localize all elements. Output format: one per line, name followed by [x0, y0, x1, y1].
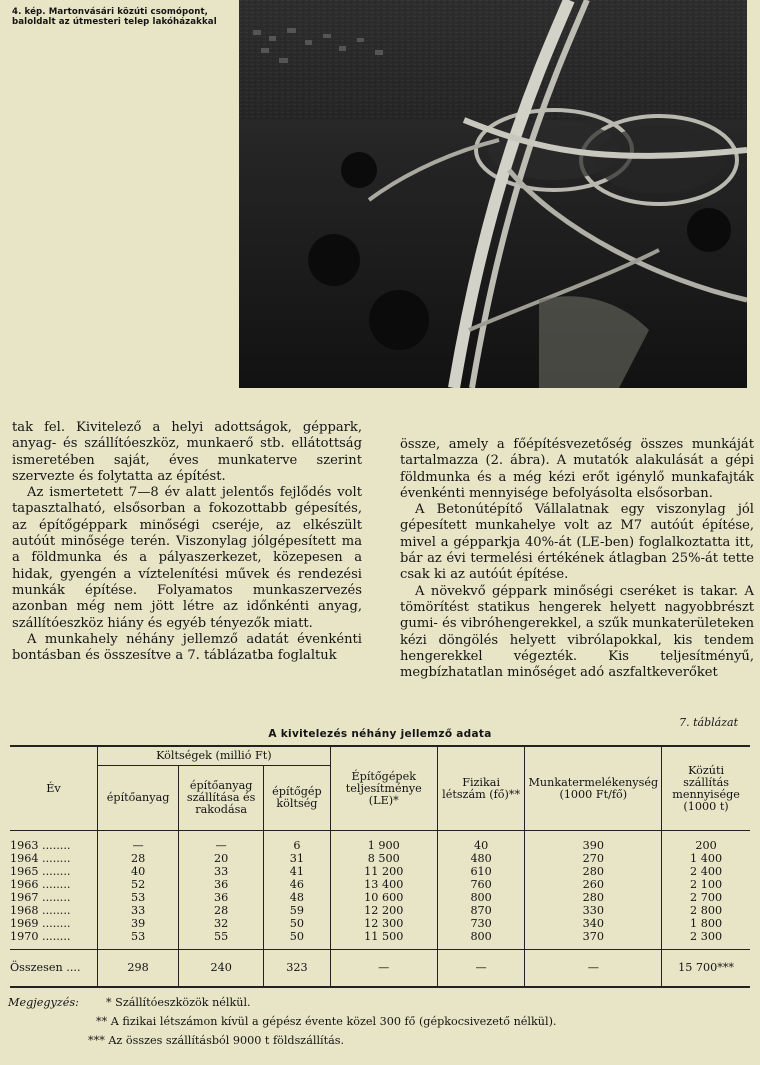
cell-machine-cost: 46 [264, 878, 331, 891]
cell-headcount: 800 [437, 930, 525, 950]
right-paragraph-2: A Betonútépítő Vállalatnak egy viszonylag jól gépesített munkahelye volt az M7 autóút építése, mivel a gépparkja 40%-át (LE-ben) foglalkoztatta itt, bár az évi termelési értékének átlagban 25%-át tette csak ki az autóút építése. [400, 502, 754, 583]
cell-machine-power: 11 200 [330, 865, 437, 878]
cell-transport: 20 [179, 852, 264, 865]
header-transport: építőanyag szállítása és rakodása [179, 766, 264, 831]
cell-year: 1969 ........ [10, 917, 98, 930]
header-machine-cost: építőgép költség [264, 766, 331, 831]
total-row [10, 950, 750, 988]
header-costs-group: Költségek (millió Ft) [98, 746, 331, 766]
cell-machine-power: 8 500 [330, 852, 437, 865]
cell-productivity: 370 [525, 930, 662, 950]
table-row [10, 865, 750, 878]
cell-headcount: 870 [437, 904, 525, 917]
left-paragraph-1: tak fel. Kivitelező a helyi adottságok, géppark, anyag- és szállítóeszköz, munkaerő stb. ellátottság ismeretében saját, éves munkaterve szerint szervezte és folytatta az építést. [12, 420, 362, 484]
header-productivity: Munkatermelékenység (1000 Ft/fő) [525, 746, 662, 831]
cell-machine-cost: 59 [264, 904, 331, 917]
interchange-photo [239, 0, 747, 388]
cell-machine-cost: 6 [264, 831, 331, 853]
cell-machine-cost: 31 [264, 852, 331, 865]
cell-productivity: 260 [525, 878, 662, 891]
cell-machine-cost: 41 [264, 865, 331, 878]
left-paragraph-2: Az ismertetett 7—8 év alatt jelentős fejlődés volt tapasztalható, elsősorban a fokozottabb gépesítés, az építőgéppark minőségi cseréje, az elkészült autóút minősége terén. Viszonylag jólgépesített ma a földmunka és a pályaszerkezet, közepesen a hidak, gyengén a víztelenítési művek és rendezési munkák építése. Folyamatos munkaszervezés azonban még nem jött létre az időnkénti anyag, szállítóeszköz hiány és egyéb tényezők miatt. [12, 485, 362, 631]
cell-transport-qty: 2 800 [662, 904, 750, 917]
table-row [10, 891, 750, 904]
data-table [10, 745, 750, 988]
cell-transport-qty: 2 700 [662, 891, 750, 904]
total-machine-power: — [330, 950, 437, 988]
cell-transport: 36 [179, 891, 264, 904]
cell-productivity: 280 [525, 865, 662, 878]
total-year: Összesen .... [10, 950, 98, 988]
cell-transport: — [179, 831, 264, 853]
cell-productivity: 330 [525, 904, 662, 917]
cell-year: 1966 ........ [10, 878, 98, 891]
total-transport: 240 [179, 950, 264, 988]
table-row [10, 878, 750, 891]
cell-transport: 28 [179, 904, 264, 917]
right-text-column [400, 437, 754, 681]
total-machine-cost: 323 [264, 950, 331, 988]
cell-headcount: 800 [437, 891, 525, 904]
right-paragraph-1: össze, amely a főépítésvezetőség összes munkáját tartalmazza (2. ábra). A mutatók alakulását a gépi földmunka és a még kézi erőt igénylő munkafajták évenkénti mennyisége befolyásolta elsősorban. [400, 437, 754, 501]
cell-transport: 36 [179, 878, 264, 891]
cell-machine-power: 12 300 [330, 917, 437, 930]
cell-transport: 32 [179, 917, 264, 930]
table-row [10, 831, 750, 853]
header-machine-power: Építőgépek teljesítménye (LE)* [330, 746, 437, 831]
cell-machine-cost: 48 [264, 891, 331, 904]
cell-machine-cost: 50 [264, 930, 331, 950]
cell-headcount: 730 [437, 917, 525, 930]
left-text-column [12, 420, 362, 664]
total-material: 298 [98, 950, 179, 988]
cell-year: 1963 ........ [10, 831, 98, 853]
cell-material: 53 [98, 891, 179, 904]
cell-machine-power: 13 400 [330, 878, 437, 891]
cell-headcount: 610 [437, 865, 525, 878]
cell-machine-power: 10 600 [330, 891, 437, 904]
right-paragraph-3: A növekvő géppark minőségi cseréket is takar. A tömörítést statikus hengerek helyett nagyobbrészt gumi- és vibróhengerekkel, a szűk munkaterületeken kézi döngölés helyett vibrólapokkal, kis tendem hengerekkel végezték. Kis teljesítményű, megbízhatatlan minőséget adó aszfaltkeverőket [400, 583, 754, 681]
cell-transport: 33 [179, 865, 264, 878]
cell-material: 39 [98, 917, 179, 930]
notes-label: Megjegyzés: [8, 996, 79, 1009]
cell-material: 40 [98, 865, 179, 878]
left-paragraph-3: A munkahely néhány jellemző adatát évenkénti bontásban és összesítve a 7. táblázatba foglaltuk [12, 631, 362, 664]
header-year: Év [10, 746, 98, 831]
cell-productivity: 280 [525, 891, 662, 904]
table-row [10, 904, 750, 917]
cell-machine-power: 1 900 [330, 831, 437, 853]
note-3: *** Az összes szállításból 9000 t földszállítás. [88, 1034, 345, 1047]
photo-caption: 4. kép. Martonvásári közúti csomópont, baloldalt az útmesteri telep lakóházakkal [12, 7, 217, 27]
cell-machine-power: 12 200 [330, 904, 437, 917]
cell-material: 28 [98, 852, 179, 865]
table-row [10, 852, 750, 865]
header-transport-qty: Közúti szállítás mennyisége (1000 t) [662, 746, 750, 831]
table-reference: 7. táblázat [679, 716, 738, 729]
cell-headcount: 40 [437, 831, 525, 853]
cell-material: 53 [98, 930, 179, 950]
note-2: ** A fizikai létszámon kívül a gépész évente közel 300 fő (gépkocsivezető nélkül). [96, 1015, 557, 1028]
cell-year: 1970 ........ [10, 930, 98, 950]
cell-productivity: 390 [525, 831, 662, 853]
cell-material: 33 [98, 904, 179, 917]
cell-material: — [98, 831, 179, 853]
cell-machine-cost: 50 [264, 917, 331, 930]
table-title: A kivitelezés néhány jellemző adata [268, 728, 492, 740]
header-material: építőanyag [98, 766, 179, 831]
cell-transport-qty: 1 400 [662, 852, 750, 865]
cell-productivity: 270 [525, 852, 662, 865]
total-productivity: — [525, 950, 662, 988]
cell-year: 1964 ........ [10, 852, 98, 865]
table-row [10, 917, 750, 930]
cell-transport-qty: 2 300 [662, 930, 750, 950]
total-transport-qty: 15 700*** [662, 950, 750, 988]
note-1: * Szállítóeszközök nélkül. [106, 996, 251, 1009]
header-headcount: Fizikai létszám (fő)** [437, 746, 525, 831]
cell-productivity: 340 [525, 917, 662, 930]
cell-material: 52 [98, 878, 179, 891]
cell-headcount: 480 [437, 852, 525, 865]
cell-machine-power: 11 500 [330, 930, 437, 950]
cell-transport-qty: 1 800 [662, 917, 750, 930]
cell-year: 1965 ........ [10, 865, 98, 878]
table-row [10, 930, 750, 950]
total-headcount: — [437, 950, 525, 988]
cell-headcount: 760 [437, 878, 525, 891]
cell-transport-qty: 2 400 [662, 865, 750, 878]
cell-year: 1967 ........ [10, 891, 98, 904]
cell-year: 1968 ........ [10, 904, 98, 917]
cell-transport-qty: 2 100 [662, 878, 750, 891]
cell-transport: 55 [179, 930, 264, 950]
cell-transport-qty: 200 [662, 831, 750, 853]
table-body [10, 831, 750, 950]
